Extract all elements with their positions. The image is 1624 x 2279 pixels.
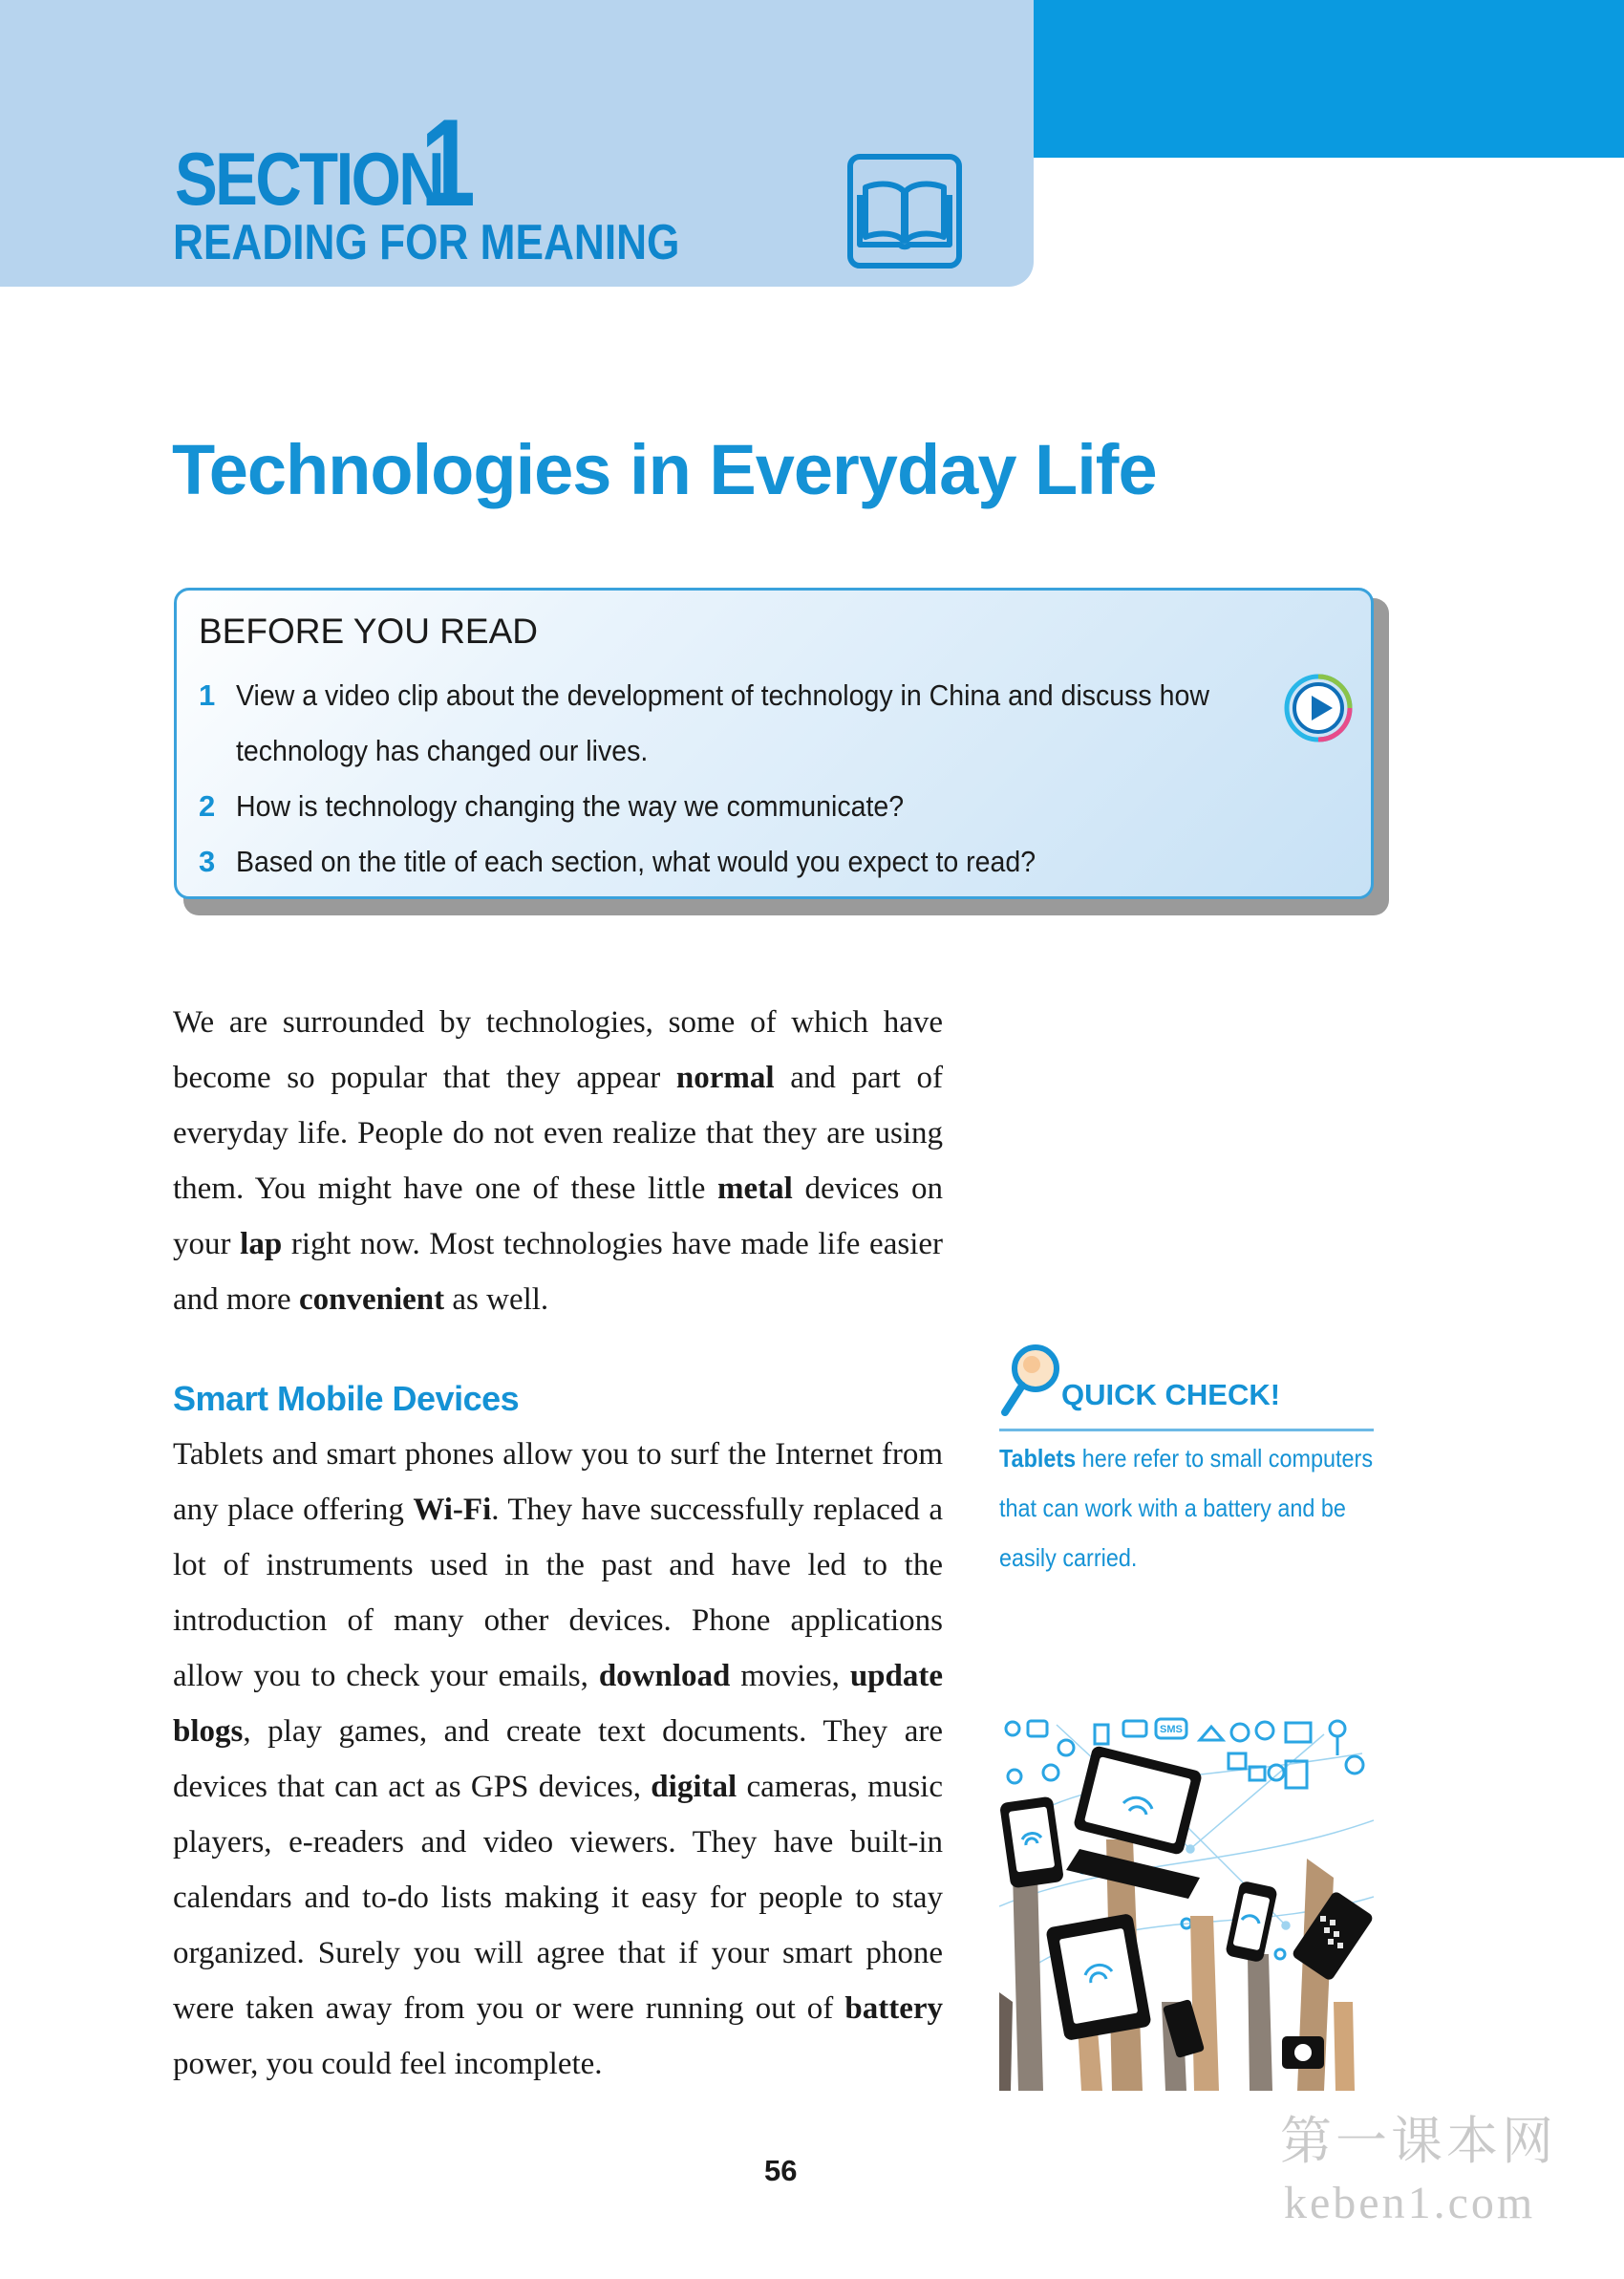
question-text: Based on the title of each section, what would you expect to read?	[236, 845, 1036, 878]
key-vocabulary: battery	[844, 1991, 943, 2026]
text-run: and part of everyday life. People do not even realize that they are using them. You might have one of these little	[173, 1061, 943, 1206]
key-vocabulary: metal	[717, 1172, 793, 1206]
quick-check-line: that can work with a battery and be	[999, 1494, 1346, 1522]
text-run: as well.	[444, 1282, 549, 1317]
text-run: power, you could feel incomplete.	[173, 2047, 603, 2081]
sms-label: SMS	[1160, 1724, 1183, 1735]
section-label: SECTION	[175, 137, 443, 221]
text-run: , play games, and create text documents. They are devices that can act as GPS devices,	[173, 1714, 943, 1804]
quick-check-line: easily carried.	[999, 1543, 1138, 1572]
hands-holding-devices-illustration	[999, 1715, 1374, 2091]
watermark-text: 第一课本网	[1280, 2113, 1557, 2170]
text-run: . They have successfully replaced a lot of instruments used in the past and have led to the introduction of many other devices. Phone applications allow you to check your emails,	[173, 1493, 943, 1693]
key-vocabulary: Wi-Fi	[413, 1493, 492, 1527]
key-vocabulary: normal	[675, 1061, 775, 1095]
play-video-icon[interactable]	[1284, 674, 1353, 742]
key-vocabulary: digital	[651, 1770, 737, 1804]
text-run: movies,	[730, 1659, 850, 1693]
question-number: 3	[199, 845, 216, 878]
key-vocabulary: download	[598, 1659, 731, 1693]
intro-paragraph	[173, 995, 943, 1327]
quick-check-term: Tablets	[999, 1444, 1077, 1473]
magnifier-icon	[999, 1342, 1066, 1418]
quick-check-divider	[999, 1429, 1374, 1431]
key-vocabulary: lap	[240, 1227, 283, 1261]
header-accent-bar	[1034, 0, 1624, 158]
text-run: We are surrounded by technologies, some of which have become so popular that they appear	[173, 1005, 943, 1095]
smart-devices-paragraph	[173, 1427, 943, 2092]
text-run: devices on your	[173, 1172, 943, 1261]
text-run: Tablets and smart phones allow you to surf the Internet from any place offering	[173, 1437, 943, 1527]
section-number: 1	[420, 93, 476, 232]
section-heading: Smart Mobile Devices	[173, 1379, 520, 1418]
key-vocabulary: convenient	[298, 1282, 445, 1317]
watermark-url: keben1.com	[1284, 2178, 1536, 2228]
page-title: Technologies in Everyday Life	[172, 430, 1157, 509]
question-number: 2	[199, 789, 216, 823]
text-run: cameras, music players, e-readers and video viewers. They have built-in calendars and to-do lists making it easy for people to stay organized. Surely you will agree that if your smart phone were taken away from you or were running out of	[173, 1770, 943, 2026]
question-text: View a video clip about the development of technology in China and discuss how	[236, 678, 1209, 712]
text-run: right now. Most technologies have made life easier and more	[173, 1227, 944, 1317]
question-text: technology has changed our lives.	[236, 734, 649, 767]
quick-check-line	[999, 1433, 1374, 1483]
quick-check-line-rest: here refer to small computers	[1076, 1444, 1374, 1473]
key-vocabulary: update blogs	[173, 1659, 944, 1749]
question-number: 1	[199, 678, 216, 712]
quick-check-title: QUICK CHECK!	[1061, 1378, 1281, 1411]
before-you-read-heading: BEFORE YOU READ	[199, 612, 539, 651]
section-subtitle: READING FOR MEANING	[173, 215, 680, 270]
question-text: How is technology changing the way we communicate?	[236, 789, 905, 823]
quick-check-text	[999, 1433, 1374, 1582]
page-number: 56	[764, 2154, 798, 2187]
open-book-icon	[846, 153, 963, 269]
